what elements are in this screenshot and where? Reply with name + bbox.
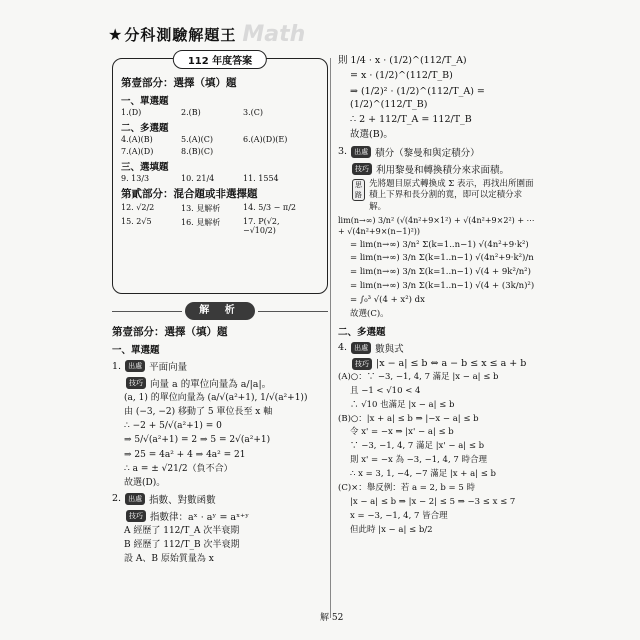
answer-item: 9. 13/3: [121, 174, 150, 183]
solution-multi-heading: 二、多選題: [338, 326, 386, 338]
page-header: [108, 22, 305, 46]
question-3-header: [338, 145, 538, 159]
solution-step: ⇒ 5/√(a²+1) = 2 ⇒ 5 = 2√(a²+1): [124, 435, 271, 446]
solution-banner: 解 析: [185, 302, 255, 320]
solution-step: 故選(D)。: [124, 477, 166, 488]
answer-box-title: 112 年度答案: [173, 50, 267, 69]
solution-step: 設 A、B 原始質量為 x: [124, 554, 214, 565]
solution-step: 則 x' = −x 為 −3, −1, 4, 7 時合理: [350, 455, 487, 466]
solution-step: = lim(n→∞) 3/n² Σ(k=1..n−1) √(4n²+9·k²): [350, 239, 529, 250]
brand-watermark: Math: [242, 21, 306, 47]
solution-step: = lim(n→∞) 3/n Σ(k=1..n−1) √(4n²+9·k²)/n: [350, 253, 534, 264]
idea-chip: 思路: [352, 179, 365, 201]
answer-item: 7.(A)(D): [121, 147, 154, 156]
solution-step: ∴ x = 3, 1, −4, −7 滿足 |x + a| ≤ b: [350, 469, 497, 480]
question-1-key: [122, 376, 328, 390]
answer-item: 2.(B): [181, 108, 201, 117]
answer-part1-heading: 第壹部分：選擇（填）題: [121, 77, 237, 89]
answer-item: 10. 21/4: [181, 174, 215, 183]
technique-chip: 技巧: [126, 377, 146, 389]
question-topic: 數與式: [375, 343, 404, 355]
question-number: 4.: [338, 342, 348, 354]
answer-item: 16. 見解析: [181, 218, 221, 227]
answer-box: [112, 58, 328, 294]
answer-row: [121, 217, 319, 235]
solution-step: 則 1/4 · x · (1/2)^(112/T_A): [338, 55, 467, 66]
question-topic: 指數、對數函數: [149, 494, 216, 506]
answer-item: 8.(B)(C): [181, 147, 214, 156]
question-topic: 積分（黎曼和與定積分）: [375, 147, 480, 159]
question-4-header: [338, 341, 538, 355]
solution-step: (a, 1) 的單位向量為 (a/√(a²+1), 1/√(a²+1)): [124, 393, 308, 403]
question-number: 3.: [338, 146, 348, 158]
answer-item: 5.(A)(C): [181, 135, 214, 144]
page-number: 解 52: [320, 613, 344, 623]
solution-step: A 經歷了 112/T_A 次半衰期: [124, 525, 240, 536]
source-chip: 出處: [125, 493, 145, 505]
solution-step: 故選(B)。: [350, 129, 393, 141]
question-3-idea: [348, 179, 538, 213]
answer-item: 13. 見解析: [181, 204, 221, 213]
answer-multi-heading: 二、多選題: [121, 123, 169, 134]
star-arrow-icon: ★: [108, 24, 123, 44]
solution-step: (A)○：∵ −3, −1, 4, 7 滿足 |x − a| ≤ b: [338, 371, 499, 382]
solution-step: 令 x' = −x ⇒ |x' − a| ≤ b: [350, 427, 454, 438]
banner-rule-right: [258, 311, 328, 312]
column-divider: [330, 58, 331, 618]
answer-row: [121, 135, 319, 144]
answer-item: 15. 2√5: [121, 217, 152, 226]
question-number: 1.: [112, 360, 122, 372]
solution-step: 且 −1 < √10 < 4: [350, 385, 421, 396]
technique-text: |x − a| ≤ b ⇔ a − b ≤ x ≤ a + b: [376, 358, 527, 370]
idea-text: 先將題目原式轉換成 Σ 表示，再找出所圍面積上下界和長分割的寬，即可以定積分求解。: [369, 178, 534, 212]
solution-step: (B)○：|x + a| ≤ b ⇒ |−x − a| ≤ b: [338, 413, 479, 424]
answer-item: 1.(D): [121, 108, 142, 117]
solution-step: x = −3, −1, 4, 7 皆合理: [350, 510, 448, 521]
solution-step: = ∫₀³ √(4 + x²) dx: [350, 295, 425, 306]
question-1-header: [112, 359, 328, 373]
answer-item: 6.(A)(D)(E): [243, 135, 288, 144]
question-3-key: [348, 162, 538, 176]
solution-banner-wrap: [112, 302, 328, 320]
source-chip: 出處: [351, 342, 371, 354]
answer-row: [121, 147, 319, 156]
answer-row: [121, 108, 319, 117]
answer-item: 11. 1554: [243, 174, 279, 183]
solution-step: = x · (1/2)^(112/T_B): [350, 70, 453, 82]
answer-item: 4.(A)(B): [121, 135, 153, 144]
question-4-key: [348, 358, 538, 370]
solution-step: ∴ √10 也滿足 |x − a| ≤ b: [350, 399, 455, 410]
banner-rule-left: [112, 311, 182, 312]
answer-fill-heading: 三、選填題: [121, 162, 169, 173]
answer-single-heading: 一、單選題: [121, 96, 169, 107]
source-chip: 出處: [351, 146, 371, 158]
solution-step: lim(n→∞) 3/n² (√(4n²+9×1²) + √(4n²+9×2²) + ⋯ + √(4n²+9×(n−1)²)): [338, 216, 535, 237]
answer-item: 12. √2/2: [121, 203, 155, 212]
solution-part1-heading: 第壹部分：選擇（填）題: [112, 326, 228, 338]
answer-item: 3.(C): [243, 108, 263, 117]
solution-step: 故選(C)。: [350, 309, 389, 320]
solution-step: ⇒ (1/2)² · (1/2)^(112/T_A) = (1/2)^(112/T_B): [350, 85, 485, 110]
solution-step: ∴ 2 + 112/T_A = 112/T_B: [350, 114, 472, 126]
solution-step: ∵ −3, −1, 4, 7 滿足 |x' − a| ≤ b: [350, 441, 485, 452]
answer-row: [121, 203, 319, 214]
left-column: [112, 58, 328, 567]
right-column: [338, 52, 538, 539]
question-topic: 平面向量: [149, 362, 188, 373]
technique-chip: 技巧: [352, 358, 372, 370]
technique-chip: 技巧: [352, 163, 372, 175]
solution-step: 但此時 |x − a| ≤ b/2: [350, 524, 433, 535]
question-number: 2.: [112, 493, 122, 505]
solution-single-heading: 一、單選題: [112, 345, 160, 356]
solution-step: |x − a| ≤ b ⇒ |x − 2| ≤ 5 ⇒ −3 ≤ x ≤ 7: [350, 496, 516, 507]
answer-item: 14. 5/3 − π/2: [243, 203, 296, 212]
solution-step: ⇒ 25 = 4a² + 4 ⇒ 4a² = 21: [124, 449, 246, 460]
technique-chip: 技巧: [126, 510, 146, 522]
solution-step: B 經歷了 112/T_B 次半衰期: [124, 540, 240, 551]
answer-part2-heading: 第貳部分：混合題或非選擇題: [121, 188, 258, 200]
question-2-header: [112, 492, 328, 506]
solution-step: 由 (−3, −2) 移動了 5 單位長至 x 軸: [124, 407, 273, 418]
technique-text: 向量 a 的單位向量為 a/|a|。: [150, 379, 272, 390]
solution-step: = lim(n→∞) 3/n Σ(k=1..n−1) √(4 + 9k²/n²): [350, 267, 531, 278]
solution-step: ∴ −2 + 5/√(a²+1) = 0: [124, 421, 222, 432]
solution-step: ∴ a = ± √21/2（負不合）: [124, 463, 233, 474]
technique-text: 指數律：aˣ · aʸ = aˣ⁺ʸ: [150, 511, 250, 523]
solution-step: (C)×：舉反例：若 a = 2, b = 5 時: [338, 483, 475, 494]
solution-step: = lim(n→∞) 3/n Σ(k=1..n−1) √(4 + (3k/n)²): [350, 281, 535, 292]
technique-text: 利用黎曼和轉換積分來求面積。: [376, 164, 510, 176]
source-chip: 出處: [125, 360, 145, 372]
answer-item: 17. P(√2, −√10/2): [243, 217, 280, 235]
book-title: 分科測驗解題王: [124, 25, 237, 44]
question-2-key: [122, 509, 328, 523]
answer-row: [121, 174, 319, 183]
